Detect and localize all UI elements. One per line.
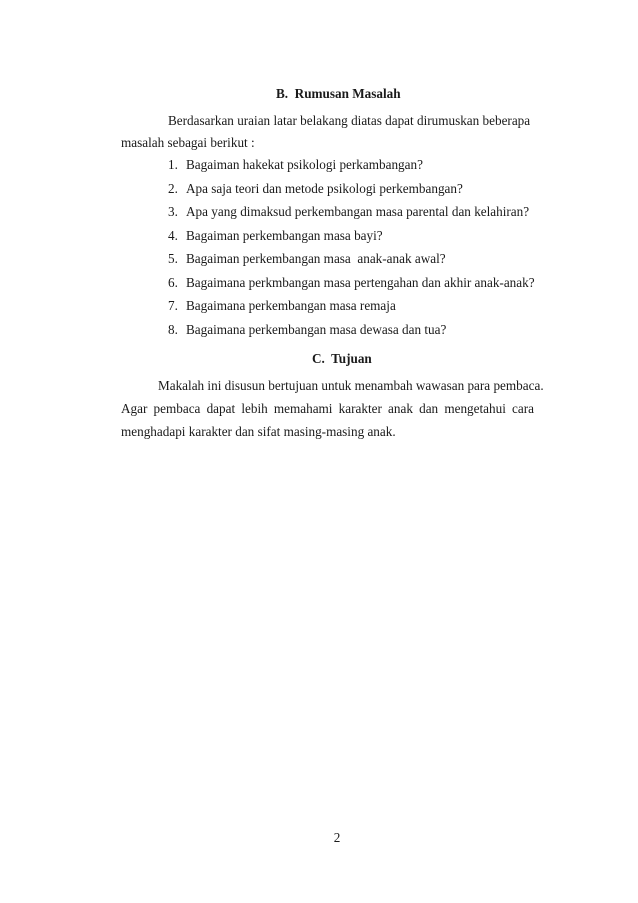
- list-item: [168, 298, 535, 322]
- list-item-number: 3.: [168, 204, 178, 219]
- list-item-number: 5.: [168, 251, 178, 266]
- list-item: [168, 228, 535, 252]
- section-c-line-1: Makalah ini disusun bertujuan untuk menambah wawasan para pembaca.: [158, 378, 544, 393]
- section-b-intro-line-1: Berdasarkan uraian latar belakang diatas dapat dirumuskan beberapa: [168, 113, 531, 128]
- list-item-text: Apa yang dimaksud perkembangan masa parental dan kelahiran?: [186, 204, 530, 219]
- list-item: [168, 157, 535, 181]
- list-item: [168, 204, 535, 228]
- section-b-intro-line-2: masalah sebagai berikut :: [121, 135, 255, 150]
- list-item-text: Bagaiman perkembangan masa anak-anak awal?: [186, 251, 446, 266]
- list-item-number: 6.: [168, 274, 178, 290]
- section-c-line-2: Agar pembaca dapat lebih memahami karakter anak dan mengetahui cara: [121, 401, 534, 416]
- list-item-number: 1.: [168, 157, 178, 172]
- list-item-number: 4.: [168, 227, 178, 243]
- list-item-number: 7.: [168, 298, 178, 313]
- list-item: [168, 275, 535, 299]
- section-c-heading: C. Tujuan: [312, 351, 372, 366]
- list-item-text: Bagaimana perkembangan masa remaja: [186, 298, 396, 313]
- list-item-text: Apa saja teori dan metode psikologi perkembangan?: [186, 180, 463, 196]
- list-item: [168, 181, 535, 205]
- list-item-text: Bagaiman hakekat psikologi perkambangan?: [186, 157, 423, 172]
- list-item: [168, 251, 535, 275]
- list-item-text: Bagaiman perkembangan masa bayi?: [186, 227, 383, 243]
- list-item: [168, 322, 535, 346]
- page-number: 2: [333, 830, 341, 845]
- section-b-heading: B. Rumusan Masalah: [276, 86, 401, 101]
- list-item-text: Bagaimana perkembangan masa dewasa dan tua?: [186, 321, 447, 337]
- list-item-number: 2.: [168, 180, 178, 196]
- problem-list: [168, 157, 535, 345]
- section-c-line-3: menghadapi karakter dan sifat masing-masing anak.: [121, 424, 396, 439]
- list-item-text: Bagaimana perkmbangan masa pertengahan dan akhir anak-anak?: [186, 274, 535, 290]
- list-item-number: 8.: [168, 321, 178, 337]
